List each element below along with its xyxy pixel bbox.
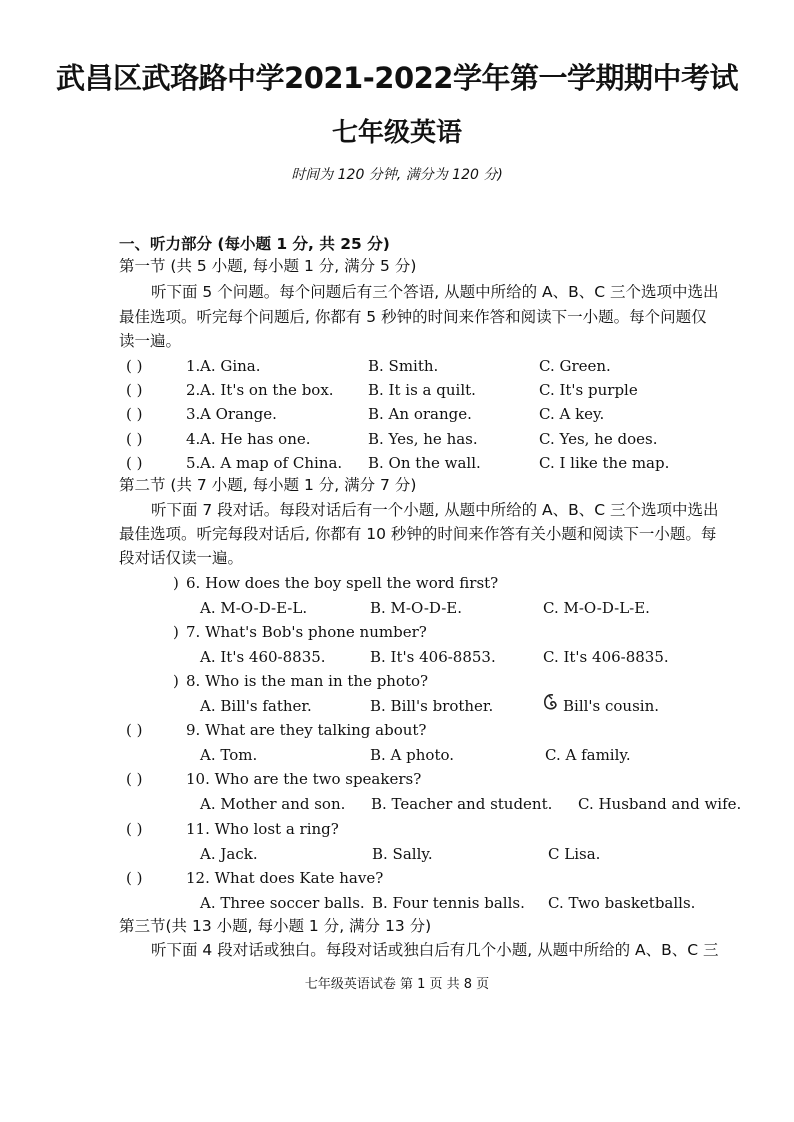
exam-title: 武昌区武珞路中学2021-2022学年第一学期期中考试 [56, 61, 738, 95]
option-a-q6: A. M-O-D-E-L. [200, 599, 308, 617]
exam-info: 时间为 120 分钟, 满分为 120 分) [291, 167, 503, 183]
answer-blank-q2[interactable]: ( ) [126, 381, 143, 399]
option-a-q4: A. He has one. [200, 430, 311, 448]
option-a-q3: A Orange. [200, 405, 277, 423]
option-c-q3: C. A key. [539, 405, 605, 423]
answer-blank-q8[interactable]: ) [173, 672, 179, 690]
section1-instruction-line1: 听下面 5 个问题。每个问题后有三个答语, 从题中所给的 A、B、C 三个选项中选出 [151, 283, 719, 301]
section1-instruction-line3: 读一遍。 [119, 332, 182, 350]
question-text-q9: 9. What are they talking about? [186, 721, 427, 739]
question-text-q6: 6. How does the boy spell the word first? [186, 574, 499, 592]
option-b-q9: B. A photo. [370, 746, 455, 764]
option-a-q5: A. A map of China. [200, 454, 343, 472]
question-number-q5: 5. [186, 454, 201, 472]
option-b-q2: B. It is a quilt. [368, 381, 476, 399]
option-b-q3: B. An orange. [368, 405, 472, 423]
section2-instruction-line1: 听下面 7 段对话。每段对话后有一个小题, 从题中所给的 A、B、C 三个选项中选出 [151, 501, 719, 519]
option-c-q10: C. Husband and wife. [578, 795, 742, 813]
option-a-q11: A. Jack. [200, 845, 258, 863]
option-b-q8: B. Bill's brother. [370, 697, 494, 715]
answer-blank-q11[interactable]: ( ) [126, 820, 143, 838]
option-b-q6: B. M-O-D-E. [370, 599, 462, 617]
option-a-q9: A. Tom. [200, 746, 258, 764]
question-text-q12: 12. What does Kate have? [186, 869, 384, 887]
section1-instruction-line2: 最佳选项。听完每个问题后, 你都有 5 秒钟的时间来作答和阅读下一小题。每个问题仅 [119, 308, 707, 326]
option-b-q5: B. On the wall. [368, 454, 481, 472]
question-number-q3: 3. [186, 405, 201, 423]
section2-instruction-line2: 最佳选项。听完每段对话后, 你都有 10 秒钟的时间来作答有关小题和阅读下一小题。每 [119, 525, 717, 543]
pen-mark-icon [543, 693, 559, 713]
option-b-q12: B. Four tennis balls. [372, 894, 525, 912]
section1-heading: 第一节 (共 5 小题, 每小题 1 分, 满分 5 分) [119, 257, 417, 275]
option-c-q8: Bill's cousin. [563, 697, 660, 715]
question-text-q8: 8. Who is the man in the photo? [186, 672, 429, 690]
option-b-q11: B. Sally. [372, 845, 433, 863]
exam-subtitle: 七年级英语 [331, 118, 462, 148]
answer-blank-q3[interactable]: ( ) [126, 405, 143, 423]
question-number-q1: 1. [186, 357, 201, 375]
question-number-q2: 2. [186, 381, 201, 399]
section3-heading: 第三节(共 13 小题, 每小题 1 分, 满分 13 分) [119, 917, 432, 935]
option-b-q7: B. It's 406-8853. [370, 648, 496, 666]
option-a-q8: A. Bill's father. [200, 697, 312, 715]
answer-blank-q4[interactable]: ( ) [126, 430, 143, 448]
option-c-q9: C. A family. [545, 746, 631, 764]
option-a-q7: A. It's 460-8835. [200, 648, 326, 666]
option-a-q1: A. Gina. [200, 357, 261, 375]
option-b-q10: B. Teacher and student. [371, 795, 553, 813]
question-number-q4: 4. [186, 430, 201, 448]
question-text-q11: 11. Who lost a ring? [186, 820, 339, 838]
option-c-q4: C. Yes, he does. [539, 430, 658, 448]
answer-blank-q10[interactable]: ( ) [126, 770, 143, 788]
answer-blank-q1[interactable]: ( ) [126, 357, 143, 375]
answer-blank-q6[interactable]: ) [173, 574, 179, 592]
option-c-q5: C. I like the map. [539, 454, 670, 472]
option-b-q4: B. Yes, he has. [368, 430, 478, 448]
question-text-q7: 7. What's Bob's phone number? [186, 623, 427, 641]
part1-heading: 一、听力部分 (每小题 1 分, 共 25 分) [119, 235, 390, 253]
section3-instruction-line1: 听下面 4 段对话或独白。每段对话或独白后有几个小题, 从题中所给的 A、B、C 三 [151, 941, 719, 959]
option-c-q6: C. M-O-D-L-E. [543, 599, 650, 617]
answer-blank-q7[interactable]: ) [173, 623, 179, 641]
option-c-q2: C. It's purple [539, 381, 638, 399]
option-c-q11: C Lisa. [548, 845, 601, 863]
option-c-q1: C. Green. [539, 357, 611, 375]
option-c-q12: C. Two basketballs. [548, 894, 696, 912]
answer-blank-q5[interactable]: ( ) [126, 454, 143, 472]
page-footer: 七年级英语试卷 第 1 页 共 8 页 [304, 977, 490, 992]
option-a-q12: A. Three soccer balls. [200, 894, 365, 912]
answer-blank-q9[interactable]: ( ) [126, 721, 143, 739]
answer-blank-q12[interactable]: ( ) [126, 869, 143, 887]
section2-heading: 第二节 (共 7 小题, 每小题 1 分, 满分 7 分) [119, 476, 417, 494]
option-c-q7: C. It's 406-8835. [543, 648, 669, 666]
option-b-q1: B. Smith. [368, 357, 439, 375]
option-a-q2: A. It's on the box. [200, 381, 334, 399]
option-a-q10: A. Mother and son. [200, 795, 346, 813]
section2-instruction-line3: 段对话仅读一遍。 [119, 549, 244, 567]
question-text-q10: 10. Who are the two speakers? [186, 770, 422, 788]
